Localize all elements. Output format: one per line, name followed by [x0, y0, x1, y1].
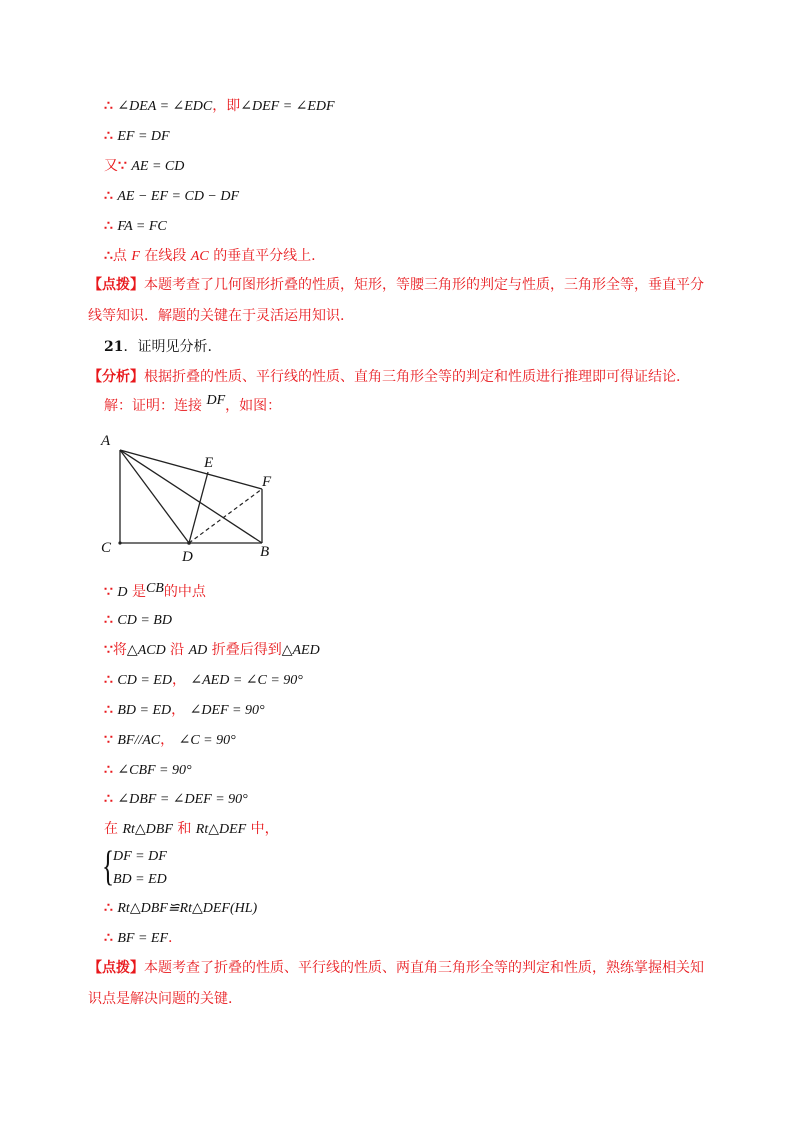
text-fragment: 在: [104, 821, 118, 837]
math-expression: DF = DF: [113, 849, 167, 864]
label-D: D: [182, 549, 193, 565]
step-2: [104, 610, 172, 631]
math-expression: CD = ED: [117, 673, 172, 688]
text-fragment: 沿: [170, 642, 185, 658]
text-fragment: 的垂直平分线上.: [213, 248, 316, 264]
therefore-symbol: ∴: [104, 188, 113, 204]
because-symbol: ∵: [104, 642, 113, 658]
math-expression: △ACD: [126, 643, 166, 658]
segment-AF: [120, 450, 262, 489]
math-expression: ∠C = 90°: [178, 733, 236, 748]
proof-line-6: [104, 246, 316, 267]
math-expression: ∠CBF = 90°: [117, 763, 192, 778]
math-expression: D: [117, 585, 128, 600]
step-10: [104, 898, 257, 919]
tip-paragraph-1-line-1: [88, 275, 704, 295]
separator: ，: [171, 702, 186, 718]
text-fragment: 在线段: [144, 248, 187, 264]
proof-line-3: [104, 156, 184, 177]
text-fragment: 中，: [250, 821, 279, 837]
math-expression: AD: [188, 643, 208, 658]
therefore-symbol: ∴: [104, 612, 113, 628]
tip-label: 【点拨】: [88, 960, 144, 976]
label-A: A: [101, 433, 111, 449]
because-symbol: ∵: [104, 584, 113, 600]
proof-line-5: [104, 216, 167, 237]
math-expression: CD = BD: [117, 613, 172, 628]
math-expression: △AED: [281, 643, 320, 658]
text-fragment: .: [168, 930, 173, 946]
text-fragment: 的中点: [163, 584, 206, 600]
math-expression: EF = DF: [117, 129, 170, 144]
proof-line-1: [104, 96, 335, 117]
math-expression: ∠AED = ∠C = 90°: [190, 673, 303, 688]
therefore-symbol: ∴: [104, 930, 113, 946]
step-8: [104, 789, 248, 810]
therefore-symbol: ∴: [104, 791, 113, 807]
tip-paragraph-2-line-2: [88, 989, 232, 1009]
step-1: [104, 582, 206, 603]
therefore-symbol: ∴: [104, 762, 113, 778]
text-fragment: 又: [104, 158, 118, 174]
text-fragment: 和: [177, 821, 192, 837]
math-expression: ∠DEF = 90°: [189, 703, 265, 718]
solution-intro: [104, 393, 282, 417]
therefore-symbol: ∴: [104, 702, 113, 718]
text-fragment: 折叠后得到: [211, 642, 282, 658]
text-fragment: ，即: [212, 98, 241, 114]
question-text: ．证明见分析.: [123, 339, 212, 355]
question-number: 21: [104, 339, 124, 355]
proof-line-4: [104, 186, 239, 207]
math-expression: F: [131, 249, 140, 264]
system-line-2: [113, 869, 167, 890]
math-expression: CB: [145, 581, 164, 596]
text-fragment: 是: [131, 584, 146, 600]
tip-paragraph-1-line-2: [88, 306, 344, 326]
tip-text: 本题考查了几何图形折叠的性质，矩形，等腰三角形的判定与性质，三角形全等，垂直平分: [144, 277, 704, 293]
label-E: E: [204, 455, 214, 471]
geometry-figure: [96, 428, 296, 568]
math-expression: AE = CD: [131, 159, 185, 174]
math-expression: ∠DBF = ∠DEF = 90°: [117, 792, 248, 807]
math-expression: Rt△DBF≌Rt△DEF(HL): [117, 901, 258, 916]
step-11: [104, 928, 172, 949]
math-expression: AC: [190, 249, 209, 264]
math-expression: ∠DEA = ∠EDC: [117, 99, 213, 114]
point-C: [118, 541, 121, 544]
system-line-1: [113, 846, 167, 867]
system-brace: {: [102, 844, 115, 890]
tip-text: 本题考查了折叠的性质、平行线的性质、两直角三角形全等的判定和性质，熟练掌握相关知: [144, 960, 704, 976]
label-B: B: [260, 544, 270, 560]
solution-text: ，如图：: [225, 398, 282, 414]
step-3: [104, 640, 320, 661]
math-expression: BF = EF: [117, 931, 169, 946]
because-symbol: ∵: [104, 732, 113, 748]
analysis-text: 根据折叠的性质、平行线的性质、直角三角形全等的判定和性质进行推理即可得证结论.: [144, 369, 681, 385]
therefore-symbol: ∴: [104, 248, 113, 264]
proof-line-2: [104, 126, 170, 147]
point-D: [187, 541, 191, 545]
analysis-label: 【分析】: [88, 369, 144, 385]
tip-paragraph-2-line-1: [88, 958, 704, 978]
math-expression: BD = ED: [113, 872, 167, 887]
math-expression: Rt△DEF: [195, 822, 247, 837]
therefore-symbol: ∴: [104, 672, 113, 688]
math-expression: Rt△DBF: [122, 822, 173, 837]
question-heading: [104, 337, 212, 357]
tip-text: 线等知识．解题的关键在于灵活运用知识.: [88, 308, 345, 324]
segment-AD: [120, 450, 189, 543]
tip-label: 【点拨】: [88, 277, 144, 293]
math-expression: DF: [206, 393, 226, 408]
text-fragment: 点: [112, 248, 127, 264]
segment-DE: [189, 472, 208, 543]
because-symbol: ∵: [118, 158, 127, 174]
text-fragment: 将: [112, 642, 127, 658]
step-6: [104, 730, 236, 751]
label-F: F: [262, 474, 272, 490]
math-expression: BF//AC: [117, 733, 161, 748]
label-C: C: [101, 540, 112, 556]
math-expression: BD = ED: [117, 703, 172, 718]
segment-AB: [120, 450, 262, 543]
analysis-line: [88, 367, 680, 387]
therefore-symbol: ∴: [104, 218, 113, 234]
therefore-symbol: ∴: [104, 98, 113, 114]
therefore-symbol: ∴: [104, 900, 113, 916]
math-expression: FA = FC: [117, 219, 167, 234]
math-expression: AE − EF = CD − DF: [117, 189, 240, 204]
solution-text: 解：证明：连接: [104, 398, 202, 414]
step-5: [104, 700, 265, 721]
tip-text: 识点是解决问题的关键.: [88, 991, 233, 1007]
step-9: [104, 819, 279, 840]
separator: ，: [171, 672, 186, 688]
step-4: [104, 670, 303, 691]
separator: ，: [160, 732, 175, 748]
step-7: [104, 760, 192, 781]
math-expression: ∠DEF = ∠EDF: [240, 99, 335, 114]
therefore-symbol: ∴: [104, 128, 113, 144]
segment-DF-dashed: [189, 489, 262, 543]
